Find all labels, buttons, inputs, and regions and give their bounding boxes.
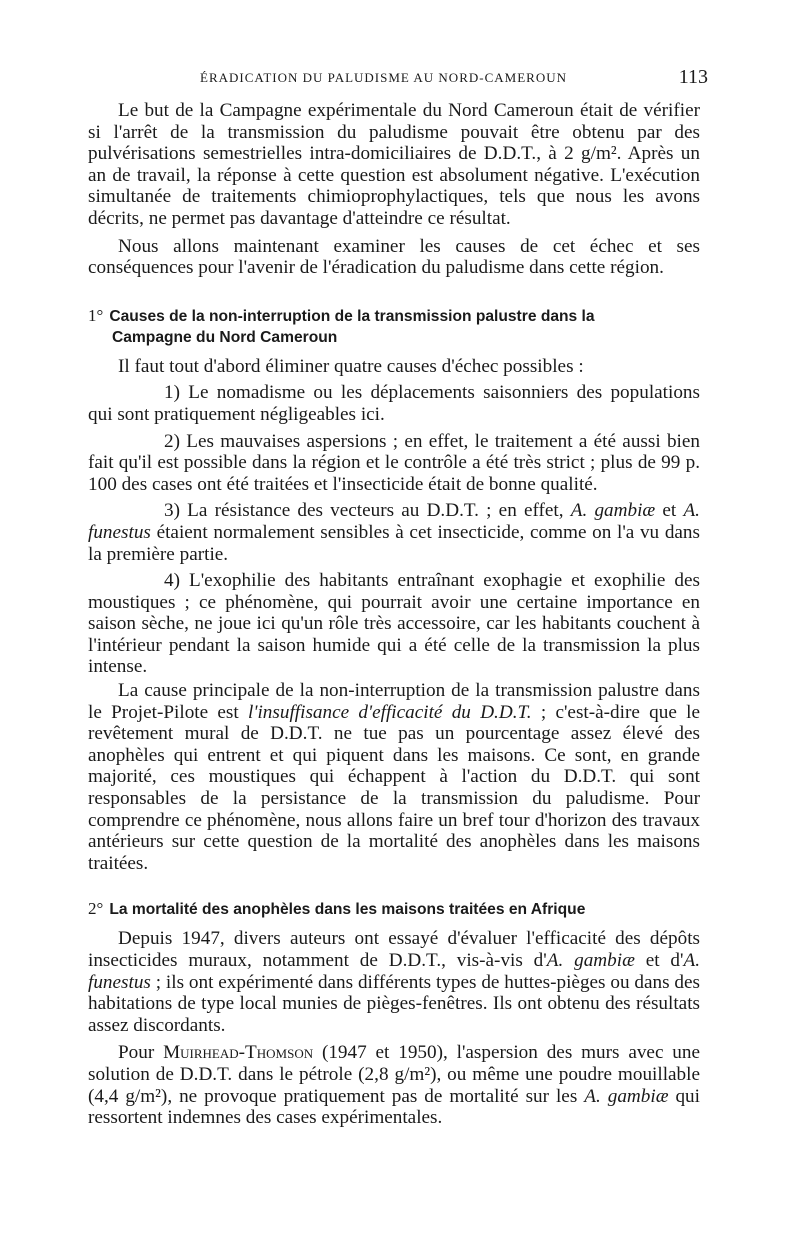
section-title-1-line1: Causes de la non-interruption de la transmission palustre dans la (109, 307, 595, 325)
section1-intro: Il faut tout d'abord éliminer quatre causes d'échec possibles : (118, 355, 584, 377)
section-title-2: La mortalité des anophèles dans les maisons traitées en Afrique (109, 901, 586, 919)
cause-item-3-text-e: étaient normalement sensibles à cet insecticide, comme on l'a vu dans la première partie. (88, 521, 700, 565)
s2p2-text-d: qui ressortent indemnes des cases expérimentales. (88, 1085, 700, 1129)
s2p2-species-gambiae: A. gambiæ (584, 1085, 669, 1107)
conclusion-text-a: La cause principale de la non-interruption de la transmission palustre dans le Projet-Pilote est (88, 680, 700, 723)
section1-conclusion (88, 680, 700, 874)
s2p2-text-a: Pour (118, 1042, 164, 1064)
conclusion-emphasis: l'insuffisance d'efficacité du D.D.T. (248, 701, 532, 723)
running-head: ÉRADICATION DU PALUDISME AU NORD-CAMEROUN (200, 70, 567, 85)
section-number-1: 1° (88, 305, 104, 325)
cause-item-3-text-c: et (655, 500, 684, 522)
s2p1-text-c: et d' (634, 950, 684, 971)
species-funestus: A. funestus (88, 500, 700, 543)
section-heading-1 (88, 305, 700, 348)
s2p1-text-e: ; ils ont expérimenté dans différents types de huttes-pièges ou dans des habitations de type local munies de pièges-fenêtres. Ils ont obtenu des résultats assez discordants. (88, 971, 700, 1036)
cause-item-2: 2) Les mauvaises aspersions ; en effet, le traitement a été aussi bien fait qu'il est possible dans la région et le contrôle a été très strict ; plus de 99 p. 100 des cases ont été traitées et l'insecticide était de bonne qualité. (88, 430, 700, 495)
section-heading-2 (88, 898, 700, 920)
section2-paragraph-2 (88, 1042, 700, 1128)
cause-item-3 (88, 500, 700, 565)
body-text (88, 100, 700, 1129)
s2p1-species-funestus: A. funestus (88, 950, 700, 993)
section-number-2: 2° (88, 899, 104, 919)
s2p1-species-gambiae: A. gambiæ (546, 950, 635, 971)
page-header (88, 66, 708, 96)
section2-paragraph-1 (88, 928, 700, 1036)
s2p1-text-a: Depuis 1947, divers auteurs ont essayé d'évaluer l'efficacité des dépôts insecticides muraux, notamment de D.D.T., vis-à-vis d' (88, 928, 700, 971)
s2p2-text-b: (1947 et 1950), l'aspersion des murs avec une solution de D.D.T. dans le pétrole (2,8 g/m²), ou même une poudre mouillable (4,4 g/m²), ne provoque pratiquement pas de mortalité sur les (88, 1042, 701, 1107)
species-gambiae: A. gambiæ (570, 500, 656, 522)
paragraph-intro: Le but de la Campagne expérimentale du Nord Cameroun était de vérifier si l'arrêt de la transmission du paludisme pouvait être obtenu par des pulvérisations semestrielles intra-domiciliaires de D.D.T., à 2 g/m². Après un an de travail, la réponse à cette question est absolument négative. L'exécution simultanée de traitements chimioprophylactiques, tels que nous les avons décrits, ne permet pas davantage d'atteindre ce résultat. (88, 100, 700, 229)
cause-item-4: 4) L'exophilie des habitants entraînant exophagie et exophilie des moustiques ; ce phénomène, qui pourrait avoir une certaine importance en saison sèche, ne joue ici qu'un rôle très accessoire, car les habitants couchent à l'intérieur pendant la saison humide qui a été celle de la transmission la plus intense. (88, 570, 700, 678)
page-number: 113 (678, 66, 708, 88)
conclusion-text-c: ; c'est-à-dire que le revêtement mural de D.D.T. ne tue pas un pourcentage assez élevé des anophèles qui entrent et qui piquent dans les maisons. Ce sont, en grande majorité, ces moustiques qui échappent à l'action du D.D.T. qui sont responsables de la persistance de la transmission du paludisme. Pour comprendre ce phénomène, nous allons faire un bref tour d'horizon des travaux antérieurs sur cette question de la mortalité des anophèles dans les maisons traitées. (88, 701, 700, 874)
cause-item-1: 1) Le nomadisme ou les déplacements saisonniers des populations qui sont pratiquement négligeables ici. (88, 382, 700, 425)
author-name: Muirhead-Thomson (163, 1042, 314, 1064)
section-title-1-line2: Campagne du Nord Cameroun (112, 328, 338, 346)
cause-item-3-text-a: 3) La résistance des vecteurs au D.D.T. ; en effet, (164, 500, 571, 522)
paragraph-next-step: Nous allons maintenant examiner les causes de cet échec et ses conséquences pour l'avenir de l'éradication du paludisme dans cette région. (88, 235, 700, 279)
